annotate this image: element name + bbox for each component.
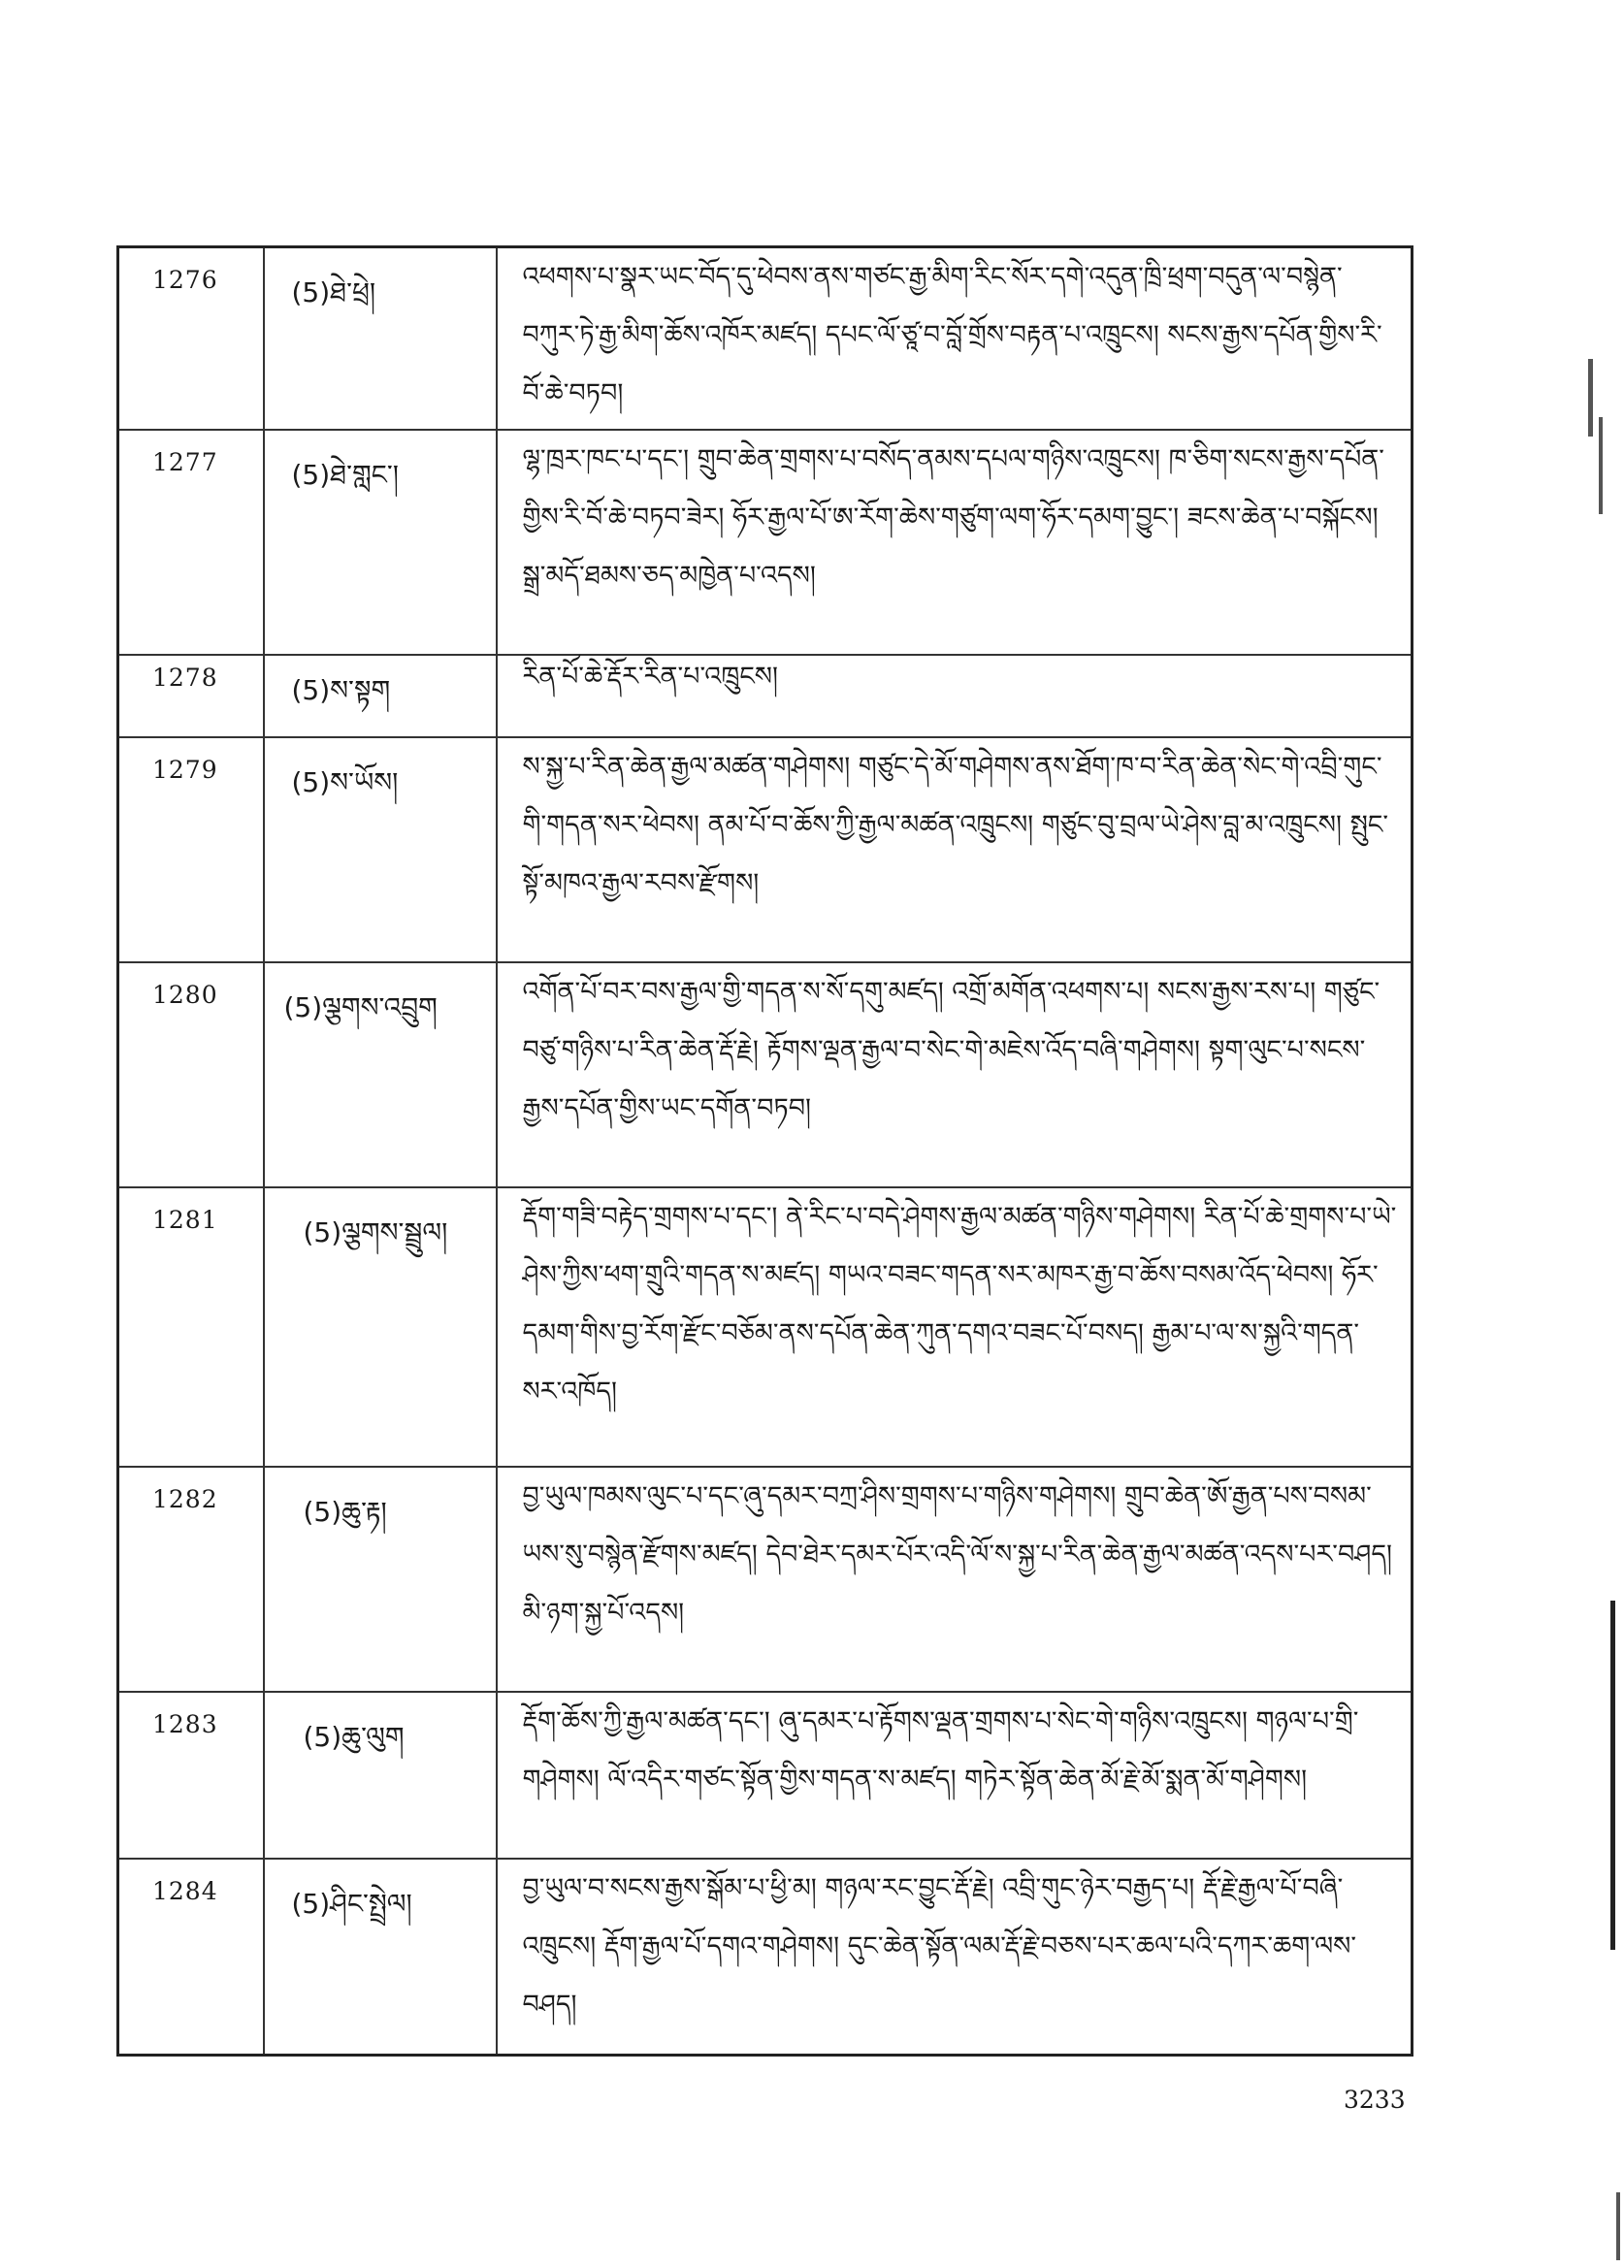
description-cell bbox=[497, 655, 1413, 737]
description-cell bbox=[497, 247, 1413, 431]
year-number: 1279 bbox=[152, 756, 218, 784]
year-number-cell bbox=[118, 430, 264, 655]
year-number: 1284 bbox=[152, 1877, 218, 1905]
year-number: 1283 bbox=[152, 1710, 218, 1738]
table-row bbox=[118, 247, 1413, 431]
scan-margin-mark bbox=[1588, 359, 1593, 437]
year-number: 1278 bbox=[152, 664, 218, 692]
year-name: (5)ས་སྟག bbox=[291, 674, 391, 706]
year-name-cell bbox=[264, 1859, 497, 2055]
description-cell bbox=[497, 1187, 1413, 1467]
year-name-cell bbox=[264, 247, 497, 431]
year-number-cell bbox=[118, 737, 264, 962]
table-row bbox=[118, 655, 1413, 737]
year-name: (5)ལྕགས་འབྲུག bbox=[283, 991, 438, 1023]
year-number-cell bbox=[118, 1467, 264, 1692]
event-description: རྡོག་གཟི་བརྟེད་གྲགས་པ་དང་། ནེ་རིང་པ་བདེ་ཤེགས་རྒྱལ་མཚན་གཉིས་གཤེགས། རིན་པོ་ཆེ་གྲགས་པ་ཡེ་ཤེས་ཀྱིས་ཕག་གྲུའི་གདན་ས་མཛད། གཡའ་བཟང་གདན་སར་མཁར་རྒྱ་བ་ཆོས་བསམ་འོད་ཕེབས། ཧོར་དམག་གིས་བྱ་རོག་རྫོང་བཅོམ་ནས་དཔོན་ཆེན་ཀུན་དགའ་བཟང་པོ་བསད། རྒྱམ་པ་ལ་ས་སྐྱའི་གདན་སར་འཁོད། bbox=[522, 1202, 1397, 1407]
event-description: ལྷ་ཁྲར་ཁང་པ་དང་། གྲུབ་ཆེན་གྲགས་པ་བསོད་ནམས་དཔལ་གཉིས་འཁྲུངས། ཁ་ཅིག་སངས་རྒྱས་དཔོན་གྱིས་རི་བོ་ཆེ་བཏབ་ཟེར། ཧོར་རྒྱལ་པོ་ཨ་རོག་ཆེས་གཙུག་ལག་ཧོར་དམག་བྱུང་། ཟངས་ཆེན་པ་བསྐོངས། སྒྲ་མདོ་ཐམས་ཅད་མཁྱེན་པ་འདས། bbox=[522, 444, 1387, 591]
table-row bbox=[118, 1187, 1413, 1467]
table-row bbox=[118, 430, 1413, 655]
year-name: (5)ཤིང་སྤྲེལ། bbox=[291, 1888, 412, 1920]
year-number: 1281 bbox=[152, 1206, 218, 1234]
year-number-cell bbox=[118, 1692, 264, 1859]
description-cell bbox=[497, 430, 1413, 655]
year-number: 1280 bbox=[152, 981, 218, 1009]
year-name: (5)ས་ཡོས། bbox=[291, 766, 399, 798]
description-cell bbox=[497, 1467, 1413, 1692]
description-cell bbox=[497, 1692, 1413, 1859]
year-number-cell bbox=[118, 962, 264, 1187]
year-number: 1276 bbox=[152, 266, 218, 294]
year-name: (5)ཆུ་ལུག bbox=[303, 1721, 405, 1753]
year-name-cell bbox=[264, 1692, 497, 1859]
year-name-cell bbox=[264, 655, 497, 737]
year-number-cell bbox=[118, 247, 264, 431]
scan-margin-mark bbox=[1610, 1601, 1615, 1950]
chronology-table bbox=[116, 245, 1413, 2057]
table-row bbox=[118, 1859, 1413, 2055]
event-description: རྡོག་ཆོས་ཀྱི་རྒྱལ་མཚན་དང་། ཞུ་དམར་པ་རྟོགས་ལྡན་གྲགས་པ་སེང་གེ་གཉིས་འཁྲུངས། གཉལ་པ་གྲི་གཤེགས། ལོ་འདིར་གཙང་སྟོན་གྱིས་གདན་ས་མཛད། གཏེར་སྟོན་ཆེན་མོ་རྗེ་མོ་སྨན་མོ་གཤེགས། bbox=[522, 1706, 1359, 1795]
event-description: འཕགས་པ་སྣར་ཡང་བོད་དུ་ཕེབས་ནས་གཙང་རྒྱ་མིག་རིང་སོར་དགེ་འདུན་ཁྲི་ཕྲག་བདུན་ལ་བསྙེན་བཀུར་ཏེ་རྒྱ་མིག་ཆོས་འཁོར་མཛད། དཔང་ལོ་ཙཱ་བ་བློ་གྲོས་བརྟན་པ་འཁྲུངས། སངས་རྒྱས་དཔོན་གྱིས་རི་བོ་ཆེ་བཏབ། bbox=[522, 262, 1382, 408]
year-name-cell bbox=[264, 1187, 497, 1467]
year-name-cell bbox=[264, 962, 497, 1187]
description-cell bbox=[497, 1859, 1413, 2055]
table-row bbox=[118, 1467, 1413, 1692]
year-name-cell bbox=[264, 737, 497, 962]
year-number: 1282 bbox=[152, 1485, 218, 1513]
table-row bbox=[118, 962, 1413, 1187]
description-cell bbox=[497, 737, 1413, 962]
event-description: རིན་པོ་ཆེ་རྡོར་རིན་པ་འཁྲུངས། bbox=[522, 662, 779, 692]
year-number-cell bbox=[118, 1187, 264, 1467]
year-number: 1277 bbox=[152, 448, 218, 476]
event-description: ས་སྐྱ་པ་རིན་ཆེན་རྒྱལ་མཚན་གཤེགས། གཙུང་དེ་མོ་གཤེགས་ནས་ཐོག་ཁ་བ་རིན་ཆེན་སེང་གེ་འབྲི་གུང་གི་གདན་སར་ཕེབས། ནམ་པོ་བ་ཆོས་ཀྱི་རྒྱལ་མཚན་འཁྲུངས། གཙུང་བུ་བྲལ་ཡེ་ཤེས་བླ་མ་འཁྲུངས། སྤུང་སྟོ་མཁའ་རྒྱལ་རབས་རྫོགས། bbox=[522, 752, 1389, 898]
year-name-cell bbox=[264, 430, 497, 655]
scan-margin-mark bbox=[1616, 2192, 1620, 2260]
year-number-cell bbox=[118, 655, 264, 737]
year-name: (5)ཐེ་ཕྲེ། bbox=[291, 276, 376, 308]
page-number: 3233 bbox=[1344, 2086, 1406, 2114]
table-row bbox=[118, 1692, 1413, 1859]
event-description: བྱ་ཡུལ་ཁམས་ལུང་པ་དང་ཞུ་དམར་བཀྲ་ཤིས་གྲགས་པ་གཉིས་གཤེགས། གྲུབ་ཆེན་ཨོ་རྒྱན་པས་བསམ་ཡས་སུ་བསྙེན་རྫོགས་མཛད། དེབ་ཐེར་དམར་པོར་འདི་ལོ་ས་སྐྱ་པ་རིན་ཆེན་རྒྱལ་མཚན་འདས་པར་བཤད། མི་ཉག་སྐྱ་པོ་འདས། bbox=[522, 1481, 1401, 1628]
scan-margin-mark bbox=[1599, 417, 1603, 514]
event-description: བྱ་ཡུལ་བ་སངས་རྒྱས་སྒོམ་པ་ཕྱི་མ། གཉལ་རང་བྱུང་རྡོ་རྗེ། འབྲི་གུང་ཉེར་བརྒྱད་པ། རྡོ་རྗེ་རྒྱལ་པོ་བཞི་འཁྲུངས། རྡོག་རྒྱལ་པོ་དགའ་གཤེགས། དུང་ཆེན་སྟོན་ལམ་རྡོ་རྗེ་བཅས་པར་ཆལ་པའི་དཀར་ཆག་ལས་བཤད། bbox=[522, 1873, 1357, 2020]
table-row bbox=[118, 737, 1413, 962]
year-name-cell bbox=[264, 1467, 497, 1692]
year-number-cell bbox=[118, 1859, 264, 2055]
year-name: (5)ལྕགས་སྦྲུལ། bbox=[303, 1216, 448, 1248]
event-description: འགོན་པོ་བར་བས་རྒྱལ་གྱི་གདན་ས་སོ་དགུ་མཛད། འགྲོ་མགོན་འཕགས་པ། སངས་རྒྱས་རས་པ། གཙུང་བཙུ་གཉིས་པ་རིན་ཆེན་རྡོ་རྗེ། རྟོགས་ལྡན་རྒྱལ་བ་སེང་གེ་མཇེས་འོད་བཞི་གཤེགས། སྟག་ལུང་པ་སངས་རྒྱས་དཔོན་གྱིས་ཡང་དགོན་བཏབ། bbox=[522, 977, 1380, 1123]
year-name: (5)ཆུ་རྟ། bbox=[303, 1496, 387, 1528]
year-name: (5)ཐེ་གླང་། bbox=[291, 459, 399, 491]
description-cell bbox=[497, 962, 1413, 1187]
